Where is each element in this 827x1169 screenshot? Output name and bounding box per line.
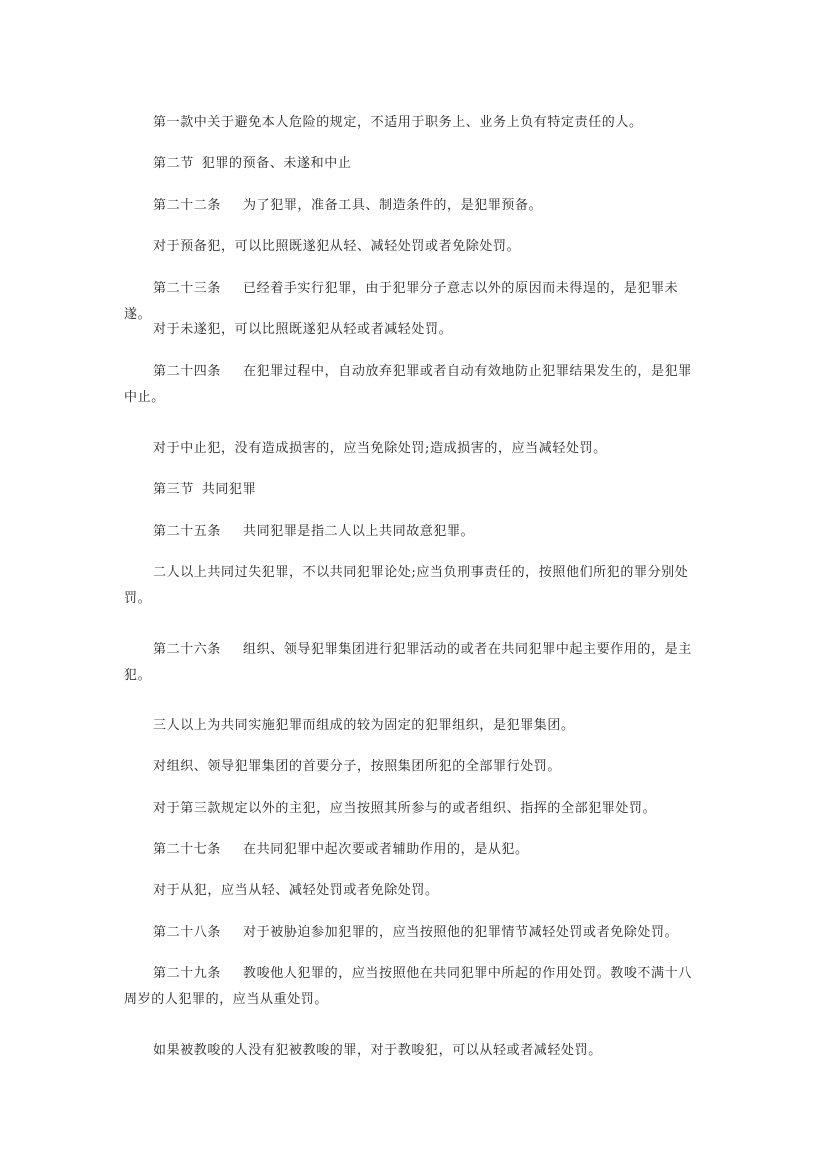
article-26: 第二十六条 组织、领导犯罪集团进行犯罪活动的或者在共同犯罪中起主要作用的，是主犯。 [124,642,692,683]
paragraph-preparatory: 对于预备犯，可以比照既遂犯从轻、减轻处罚或者免除处罚。 [153,239,521,254]
paragraph-attempted: 对于未遂犯，可以比照既遂犯从轻或者减轻处罚。 [153,322,453,337]
article-28: 第二十八条 对于被胁迫参加犯罪的，应当按照他的犯罪情节减轻处罚或者免除处罚。 [153,925,679,940]
article-24: 第二十四条 在犯罪过程中，自动放弃犯罪或者自动有效地防止犯罪结果发生的，是犯罪中止。 [124,364,692,405]
paragraph-negligent-joint: 二人以上共同过失犯罪，不以共同犯罪论处;应当负刑事责任的，按照他们所犯的罪分别处罚。 [124,565,689,606]
section-heading-3: 第三节 共同犯罪 [153,482,257,497]
paragraph-ringleader: 对组织、领导犯罪集团的首要分子，按照集团所犯的全部罪行处罚。 [153,759,562,774]
paragraph-instigator: 如果被教唆的人没有犯被教唆的罪，对于教唆犯，可以从轻或者减轻处罚。 [153,1043,602,1058]
paragraph-discontinued: 对于中止犯，没有造成损害的，应当免除处罚;造成损害的，应当减轻处罚。 [153,441,607,456]
paragraph-principal: 对于第三款规定以外的主犯，应当按照其所参与的或者组织、指挥的全部犯罪处罚。 [153,801,657,816]
article-27: 第二十七条 在共同犯罪中起次要或者辅助作用的，是从犯。 [153,842,529,857]
paragraph-accomplice: 对于从犯，应当从轻、减轻处罚或者免除处罚。 [153,883,439,898]
paragraph-1: 第一款中关于避免本人危险的规定，不适用于职务上、业务上负有特定责任的人。 [153,115,643,130]
section-heading-2: 第二节 犯罪的预备、未遂和中止 [153,156,352,171]
article-22: 第二十二条 为了犯罪，准备工具、制造条件的，是犯罪预备。 [153,198,543,213]
article-23: 第二十三条 已经着手实行犯罪，由于犯罪分子意志以外的原因而未得逞的，是犯罪未遂。 [124,281,679,322]
article-29: 第二十九条 教唆他人犯罪的，应当按照他在共同犯罪中所起的作用处罚。教唆不满十八周岁的人犯罪的，应当从重处罚。 [124,966,692,1007]
paragraph-criminal-group: 三人以上为共同实施犯罪而组成的较为固定的犯罪组织，是犯罪集团。 [153,718,575,733]
article-25: 第二十五条 共同犯罪是指二人以上共同故意犯罪。 [153,524,475,539]
